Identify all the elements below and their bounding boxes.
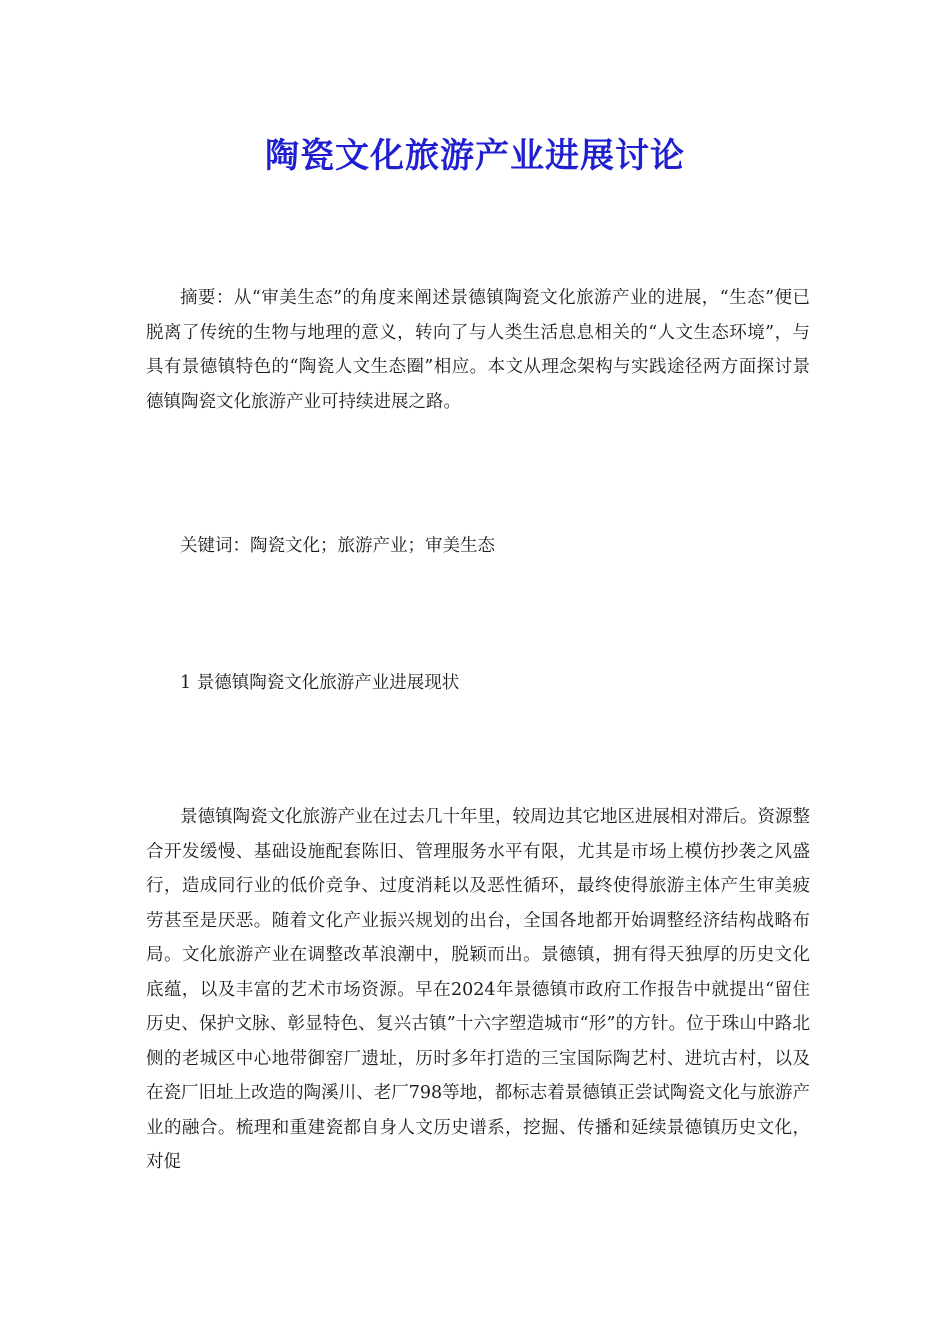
body-paragraph: 景德镇陶瓷文化旅游产业在过去几十年里，较周边其它地区进展相对滞后。资源整合开发缓慢、基础设施配套陈旧、管理服务水平有限，尤其是市场上模仿抄袭之风盛行，造成同行业的低价竞争、过度消耗以及恶性循环，最终使得旅游主体产生审美疲劳甚至是厌恶。随着文化产业振兴规划的出台，全国各地都开始调整经济结构战略布局。文化旅游产业在调整改革浪潮中，脱颖而出。景德镇，拥有得天独厚的历史文化底蕴，以及丰富的艺术市场资源。早在2024年景德镇市政府工作报告中就提出“留住历史、保护文脉、彰显特色、复兴古镇”十六字塑造城市“形”的方针。位于珠山中路北侧的老城区中心地带御窑厂遗址，历时多年打造的三宝国际陶艺村、进坑古村，以及在瓷厂旧址上改造的陶溪川、老厂798等地，都标志着景德镇正尝试陶瓷文化与旅游产业的融合。梳理和重建瓷都自身人文历史谱系，挖掘、传播和延续景德镇历史文化，对促 — [146, 807, 810, 1172]
section-heading: 1 景德镇陶瓷文化旅游产业进展现状 — [180, 673, 460, 693]
abstract-paragraph: 摘要：从“审美生态”的角度来阐述景德镇陶瓷文化旅游产业的进展，“生态”便已脱离了传统的生物与地理的意义，转向了与人类生活息息相关的“人文生态环境”，与具有景德镇特色的“陶瓷人文生态圈”相应。本文从理念架构与实践途径两方面探讨景德镇陶瓷文化旅游产业可持续进展之路。 — [146, 288, 810, 412]
keywords-line: 关键词：陶瓷文化；旅游产业；审美生态 — [180, 536, 495, 556]
document-title: 陶瓷文化旅游产业进展讨论 — [265, 136, 685, 176]
